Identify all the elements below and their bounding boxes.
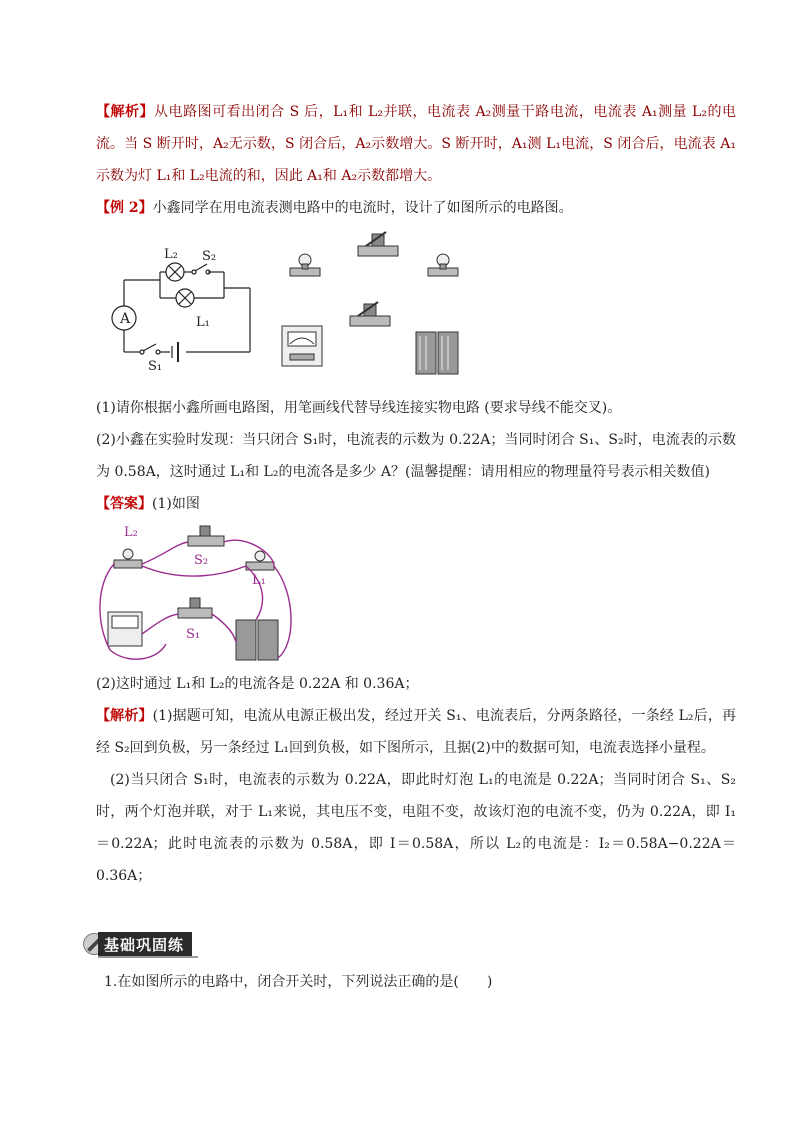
- analysis-2-text: (1)据题可知，电流从电源正极出发，经过开关 S₁、电流表后，分两条路径，一条经 L₂后，再经 S₂回到负极，另一条经过 L₁回到负极，如下图所示，且据(2)中的数据可知，电流表选择小量程。: [96, 708, 737, 756]
- circuit-diagram: [104, 242, 264, 382]
- answer-wiring-figure: [96, 524, 306, 674]
- exercise-1: [104, 966, 734, 998]
- switch-component-icon: [358, 232, 398, 256]
- answer-2-paragraph: [96, 668, 736, 700]
- question-2-text: (2)小鑫在实验时发现：当只闭合 S₁时，电流表的示数为 0.22A；当同时闭合 S₁、S₂时，电流表的示数为 0.58A，这时通过 L₁和 L₂的电流各是多少 A？(温馨提醒：请用相应的物理量符号表示相关数值): [96, 432, 736, 480]
- example-tag: 【例 2】: [96, 200, 153, 216]
- S2-label: S₂: [202, 249, 217, 264]
- answer-S2-label: S₂: [194, 553, 209, 568]
- analysis-tag: 【解析】: [96, 104, 155, 120]
- question-1-text: (1)请你根据小鑫所画电路图，用笔画线代替导线连接实物电路 (要求导线不能交叉)。: [96, 400, 622, 416]
- ammeter-label: A: [120, 311, 131, 327]
- analysis-3-text: (2)当只闭合 S₁时，电流表的示数为 0.22A，即此时灯泡 L₁的电流是 0.22A；当同时闭合 S₁、S₂时，两个灯泡并联，对于 L₁来说，其电压不变，电阻不变，故该灯泡的电流不变，仍为 0.22A，即 I₁＝0.22A；此时电流表的示数为 0.58A，即 I＝0.58A，所以 L₂的电流是：I₂＝0.58A−0.22A＝0.36A；: [96, 772, 736, 884]
- answer-L2-label: L₂: [124, 525, 138, 540]
- answer-paragraph: [96, 488, 736, 520]
- lamp-component-icon: [428, 254, 458, 276]
- answer-S1-label: S₁: [186, 627, 201, 642]
- question-2: [96, 424, 736, 488]
- analysis-2-tag: 【解析】: [96, 708, 153, 724]
- answer-2-text: (2)这时通过 L₁和 L₂的电流各是 0.22A 和 0.36A；: [96, 676, 419, 692]
- exercise-1-text: 1.在如图所示的电路中，闭合开关时，下列说法正确的是( ): [104, 974, 493, 990]
- analysis-paragraph-1: [96, 96, 736, 192]
- analysis-paragraph-3: [96, 764, 736, 892]
- answer-tag: 【答案】: [96, 496, 152, 512]
- battery-component-icon: [416, 332, 458, 374]
- answer-text: (1)如图: [152, 496, 200, 512]
- question-1: [96, 392, 736, 424]
- switch-component-icon: [350, 302, 390, 326]
- section-divider: [98, 956, 198, 958]
- ammeter-component-icon: [282, 326, 322, 366]
- example-2-paragraph: [96, 192, 736, 224]
- answer-L1-label: L₁: [252, 573, 266, 588]
- analysis-paragraph-2: [96, 700, 736, 764]
- lamp-component-icon: [290, 254, 320, 276]
- physical-components-figure: [280, 224, 490, 384]
- S1-label: S₁: [148, 359, 163, 374]
- section-title: 基础巩固练: [98, 932, 192, 957]
- example-text: 小鑫同学在用电流表测电路中的电流时，设计了如图所示的电路图。: [152, 200, 573, 216]
- analysis-text: 从电路图可看出闭合 S 后，L₁和 L₂并联，电流表 A₂测量干路电流，电流表 A₁测量 L₂的电流。当 S 断开时，A₂无示数，S 闭合后，A₂示数增大。S 断开时，A₁测 L₁电流，S 闭合后，电流表 A₁示数为灯 L₁和 L₂电流的和，因此 A₁和 A₂示数都增大。: [96, 104, 736, 184]
- L2-label: L₂: [164, 247, 178, 262]
- L1-label: L₁: [196, 315, 210, 330]
